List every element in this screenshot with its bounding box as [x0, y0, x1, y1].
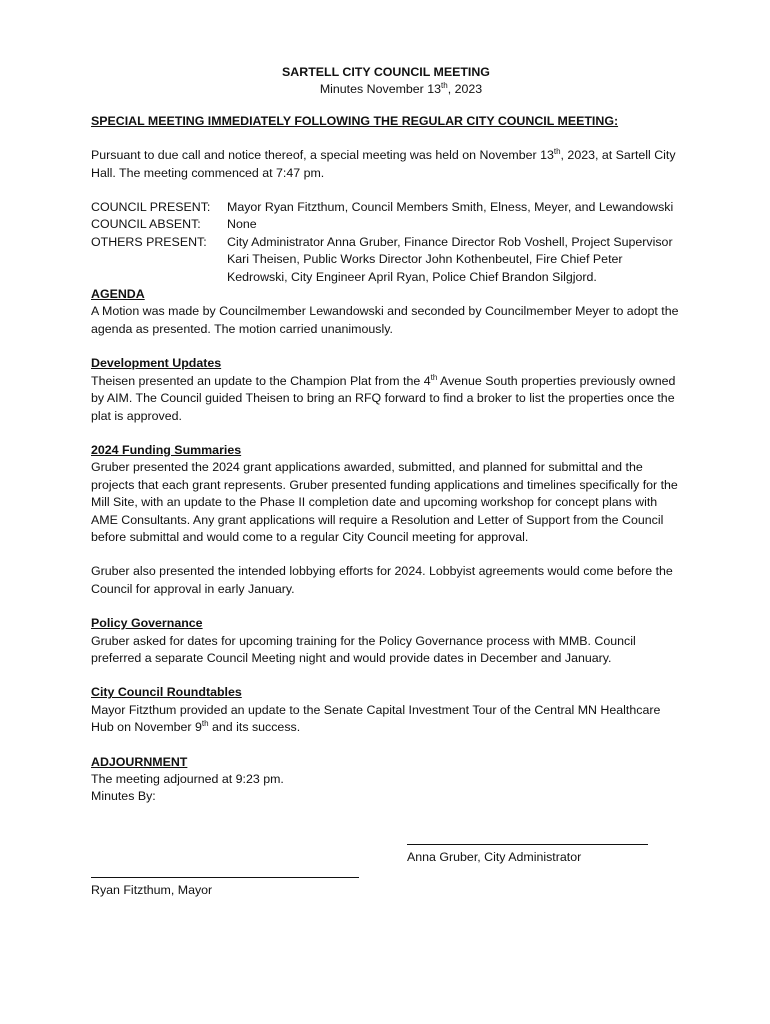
agenda-text: A Motion was made by Councilmember Lewandowski and seconded by Councilmember Meyer to adopt the agenda as presented. The motion carried unanimously.	[91, 304, 679, 336]
development-text	[91, 373, 681, 425]
attendance-label: OTHERS PRESENT:	[91, 234, 207, 249]
special-meeting-heading: SPECIAL MEETING IMMEDIATELY FOLLOWING THE REGULAR CITY COUNCIL MEETING:	[91, 113, 619, 128]
subtitle-year: , 2023	[447, 82, 483, 97]
roundtables-heading: City Council Roundtables	[91, 685, 242, 700]
minutes-document	[91, 64, 681, 806]
intro-paragraph	[91, 147, 681, 182]
funding-lobbying-text: Gruber also presented the intended lobbying efforts for 2024. Lobbyist agreements would come before the Council for approval in early January.	[91, 564, 673, 596]
intro-text-end: , 2023, at Sartell City Hall. The meeting commenced at 7:47 pm.	[91, 148, 676, 180]
subtitle-date: Minutes November 13	[319, 82, 442, 97]
attendance-label: COUNCIL PRESENT:	[91, 200, 211, 215]
roundtables-ordinal: th	[201, 719, 209, 729]
policy-heading: Policy Governance	[91, 616, 203, 631]
document-subtitle	[121, 81, 681, 98]
attendance-value: None	[227, 217, 257, 232]
attendance-list	[91, 199, 681, 286]
attendance-value: City Administrator Anna Gruber, Finance Director Rob Voshell, Project Supervisor Kari Theisen, Public Works Director John Kothenbeutel, Fire Chief Peter Kedrowski, City Engineer April Ryan, Police Chief Brandon Silgjord.	[227, 234, 673, 284]
development-ordinal: th	[430, 372, 438, 382]
development-heading: Development Updates	[91, 356, 222, 371]
development-text-start: Theisen presented an update to the Champion Plat from the 4	[91, 373, 431, 388]
minutes-by-label: Minutes By:	[91, 789, 156, 804]
signature-line	[407, 832, 648, 845]
development-text-end: Avenue South properties previously owned by AIM. The Council guided Theisen to bring an RFQ forward to find a broker to list the properties once the plat is approved.	[91, 373, 676, 423]
intro-ordinal: th	[553, 147, 561, 157]
adjournment-text: The meeting adjourned at 9:23 pm.	[91, 772, 284, 786]
agenda-heading: AGENDA	[91, 287, 145, 302]
mayor-signature-block	[91, 865, 371, 899]
intro-text-start: Pursuant to due call and notice thereof, a special meeting was held on November 13	[91, 148, 554, 163]
funding-heading: 2024 Funding Summaries	[91, 442, 242, 457]
adjournment-heading: ADJOURNMENT	[91, 754, 188, 769]
administrator-signature-block	[407, 832, 657, 866]
administrator-name: Anna Gruber, City Administrator	[407, 850, 582, 864]
document-title: SARTELL CITY COUNCIL MEETING	[282, 65, 490, 79]
roundtables-text	[91, 702, 681, 737]
mayor-name: Ryan Fitzthum, Mayor	[91, 883, 213, 897]
roundtables-text-end: and its success.	[208, 720, 301, 735]
policy-text: Gruber asked for dates for upcoming training for the Policy Governance process with MMB. Council preferred a separate Council Meeting night and would provide dates in December and January.	[91, 633, 636, 665]
subtitle-ordinal: th	[441, 81, 448, 91]
signature-line	[91, 865, 359, 878]
roundtables-text-start: Mayor Fitzthum provided an update to the Senate Capital Investment Tour of the Central MN Healthcare Hub on November 9	[91, 702, 661, 735]
attendance-label: COUNCIL ABSENT:	[91, 217, 201, 232]
funding-text: Gruber presented the 2024 grant applications awarded, submitted, and planned for submittal and the projects that each grant represents. Gruber presented funding applications and timelines specifically for the Mill Site, with an update to the Phase II completion date and upcoming workshop for concept plans with AME Consultants. Any grant applications will require a Resolution and Letter of Support from the Council before submittal and would come to a regular City Council meeting for approval.	[91, 460, 678, 544]
attendance-value: Mayor Ryan Fitzthum, Council Members Smith, Elness, Meyer, and Lewandowski	[227, 200, 674, 215]
